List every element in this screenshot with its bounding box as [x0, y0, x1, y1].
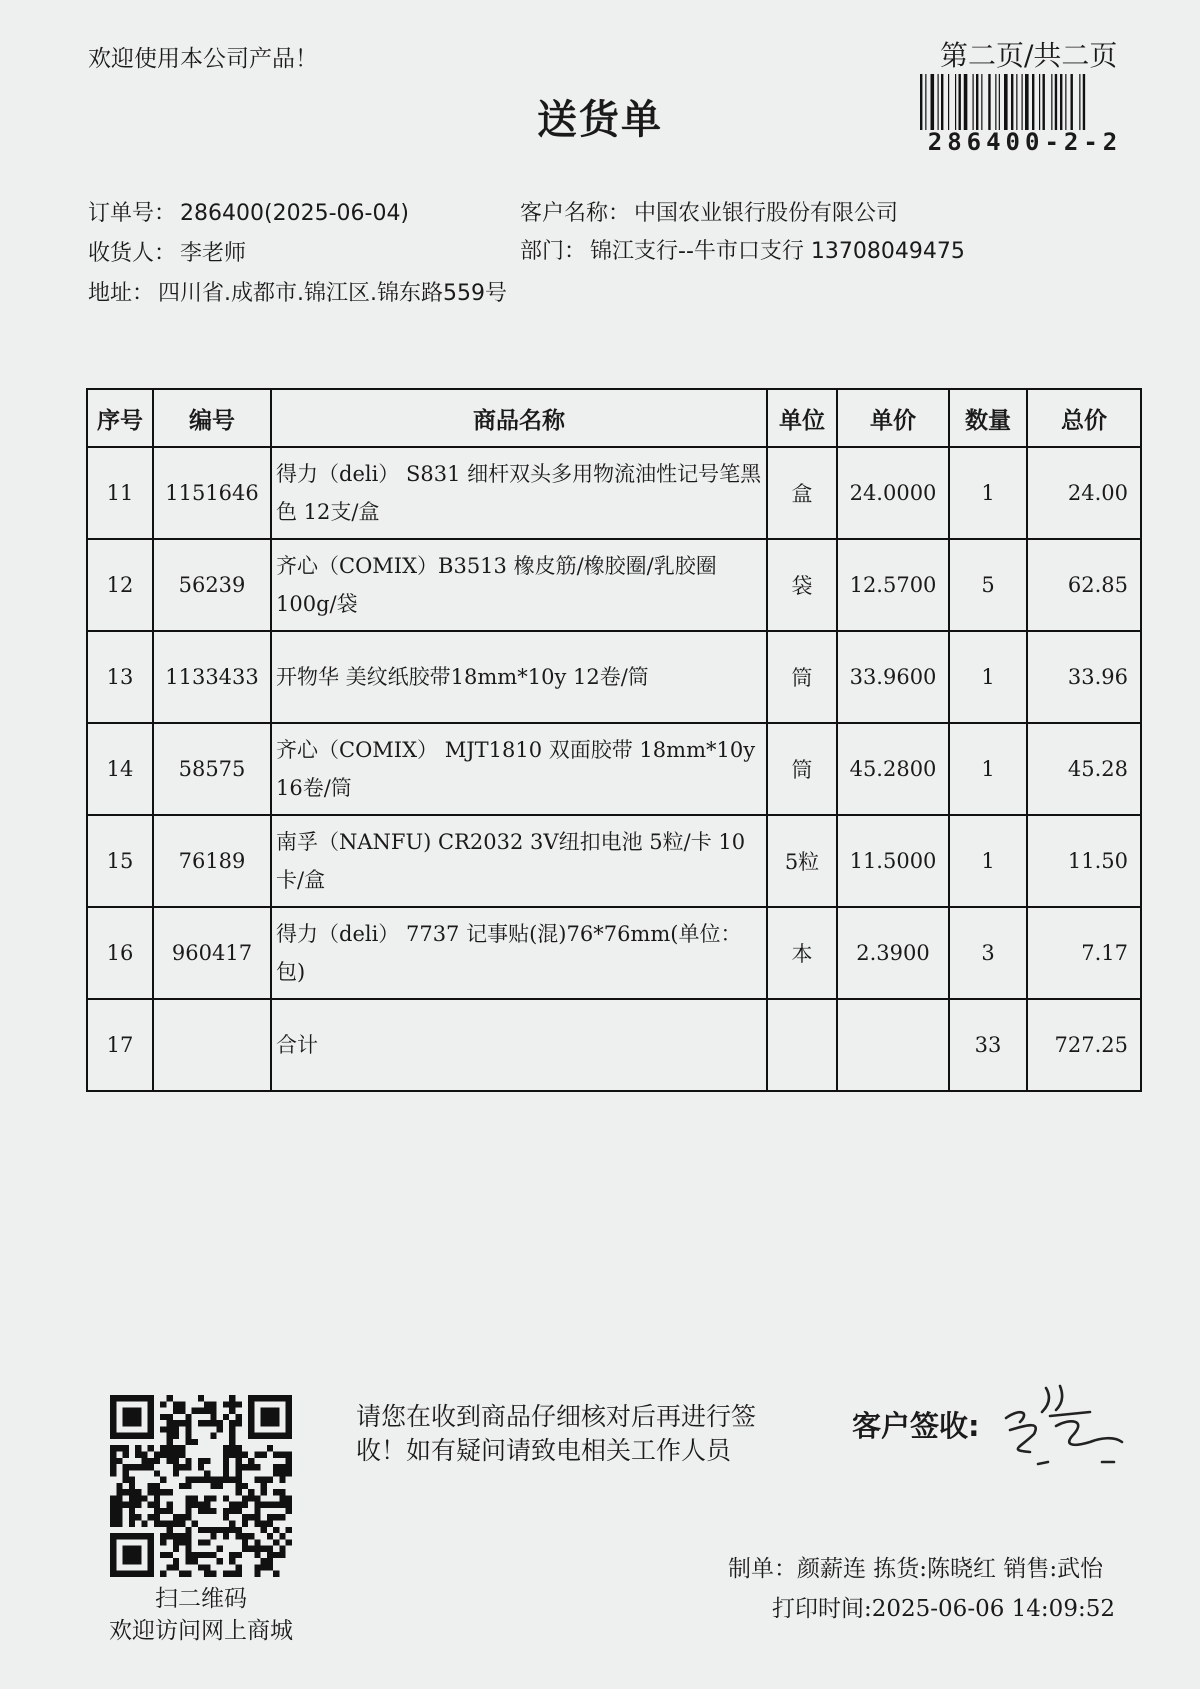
handwritten-signature: [990, 1378, 1130, 1468]
address-label: 地址：: [88, 281, 155, 306]
table-row: [87, 631, 1141, 723]
cell-unit-price: 33.9600: [837, 631, 949, 723]
table-row: [87, 539, 1141, 631]
customer-label: 客户名称：: [520, 201, 631, 226]
staff-info: 制单：颜薪连 拣货:陈晓红 销售:武怡: [728, 1556, 1104, 1582]
page-title: 送货单: [537, 97, 663, 143]
customer-value: 中国农业银行股份有限公司: [634, 201, 899, 226]
cell-quantity: 3: [949, 907, 1027, 999]
qr-code: [110, 1395, 292, 1577]
barcode-number: 286400-2-2: [927, 128, 1123, 156]
cell-total-label: 合计: [271, 999, 767, 1091]
cell-code: 1151646: [153, 447, 271, 539]
cell-seq: 12: [87, 539, 153, 631]
cell-quantity: 1: [949, 815, 1027, 907]
cell-product-name: 开物华 美纹纸胶带18mm*10y 12卷/筒: [271, 631, 767, 723]
receiver-value: 李老师: [180, 241, 247, 266]
cell-total: 11.50: [1027, 815, 1141, 907]
cell-unit-price: 45.2800: [837, 723, 949, 815]
table-row: [87, 723, 1141, 815]
table-row: [87, 907, 1141, 999]
cell-total: 62.85: [1027, 539, 1141, 631]
qr-caption-visit: 欢迎访问网上商城: [109, 1618, 293, 1644]
department-value: 锦江支行--牛市口支行 13708049475: [590, 239, 965, 264]
cell-seq: 17: [87, 999, 153, 1091]
cell-product-name: 得力（deli） 7737 记事贴(混)76*76mm(单位：包): [271, 907, 767, 999]
cell-code: 960417: [153, 907, 271, 999]
qr-caption-scan: 扫二维码: [155, 1586, 247, 1612]
cell-product-name: 齐心（COMIX） MJT1810 双面胶带 18mm*10y 16卷/筒: [271, 723, 767, 815]
cell-unit-price: [837, 999, 949, 1091]
cell-unit: [767, 999, 837, 1091]
customer-field: [520, 196, 898, 227]
department-field: [520, 234, 965, 265]
department-label: 部门：: [520, 239, 587, 264]
receiver-label: 收货人：: [88, 241, 177, 266]
cell-total: 45.28: [1027, 723, 1141, 815]
header-quantity: 数量: [949, 389, 1027, 447]
cell-total-quantity: 33: [949, 999, 1027, 1091]
header-code: 编号: [153, 389, 271, 447]
cell-quantity: 5: [949, 539, 1027, 631]
cell-unit-price: 2.3900: [837, 907, 949, 999]
welcome-text: 欢迎使用本公司产品！: [88, 46, 318, 72]
header-unit: 单位: [767, 389, 837, 447]
cell-unit: 本: [767, 907, 837, 999]
cell-grand-total: 727.25: [1027, 999, 1141, 1091]
cell-quantity: 1: [949, 723, 1027, 815]
order-number-field: [88, 196, 409, 227]
cell-seq: 14: [87, 723, 153, 815]
notice-text: 请您在收到商品仔细核对后再进行签收！如有疑问请致电相关工作人员: [356, 1402, 757, 1465]
page-number: 第二页/共二页: [940, 39, 1118, 72]
cell-code: 1133433: [153, 631, 271, 723]
items-table: [86, 388, 1142, 1092]
cell-code: 56239: [153, 539, 271, 631]
cell-quantity: 1: [949, 631, 1027, 723]
order-number-label: 订单号：: [88, 201, 177, 226]
header-total: 总价: [1027, 389, 1141, 447]
table-row: [87, 815, 1141, 907]
cell-unit: 袋: [767, 539, 837, 631]
cell-unit-price: 12.5700: [837, 539, 949, 631]
cell-seq: 15: [87, 815, 153, 907]
cell-total: 33.96: [1027, 631, 1141, 723]
cell-unit-price: 24.0000: [837, 447, 949, 539]
cell-code: 58575: [153, 723, 271, 815]
table-total-row: [87, 999, 1141, 1091]
address-value: 四川省.成都市.锦江区.锦东路559号: [158, 281, 507, 306]
cell-total: 7.17: [1027, 907, 1141, 999]
cell-unit: 筒: [767, 631, 837, 723]
cell-unit: 盒: [767, 447, 837, 539]
cell-unit: 5粒: [767, 815, 837, 907]
address-field: [88, 276, 507, 307]
cell-seq: 16: [87, 907, 153, 999]
order-number-value: 286400(2025-06-04): [180, 201, 410, 226]
customer-signature-label: 客户签收:: [852, 1409, 980, 1443]
header-unit-price: 单价: [837, 389, 949, 447]
cell-seq: 11: [87, 447, 153, 539]
receiver-field: [88, 236, 246, 267]
header-product-name: 商品名称: [271, 389, 767, 447]
cell-unit: 筒: [767, 723, 837, 815]
cell-seq: 13: [87, 631, 153, 723]
cell-code: 76189: [153, 815, 271, 907]
header-seq: 序号: [87, 389, 153, 447]
cell-code: [153, 999, 271, 1091]
barcode: [920, 74, 1132, 130]
print-time: 打印时间:2025-06-06 14:09:52: [772, 1596, 1115, 1622]
cell-product-name: 得力（deli） S831 细杆双头多用物流油性记号笔黑色 12支/盒: [271, 447, 767, 539]
cell-product-name: 齐心（COMIX）B3513 橡皮筋/橡胶圈/乳胶圈100g/袋: [271, 539, 767, 631]
cell-total: 24.00: [1027, 447, 1141, 539]
cell-quantity: 1: [949, 447, 1027, 539]
table-header-row: [87, 389, 1141, 447]
table-row: [87, 447, 1141, 539]
cell-product-name: 南孚（NANFU) CR2032 3V纽扣电池 5粒/卡 10卡/盒: [271, 815, 767, 907]
cell-unit-price: 11.5000: [837, 815, 949, 907]
